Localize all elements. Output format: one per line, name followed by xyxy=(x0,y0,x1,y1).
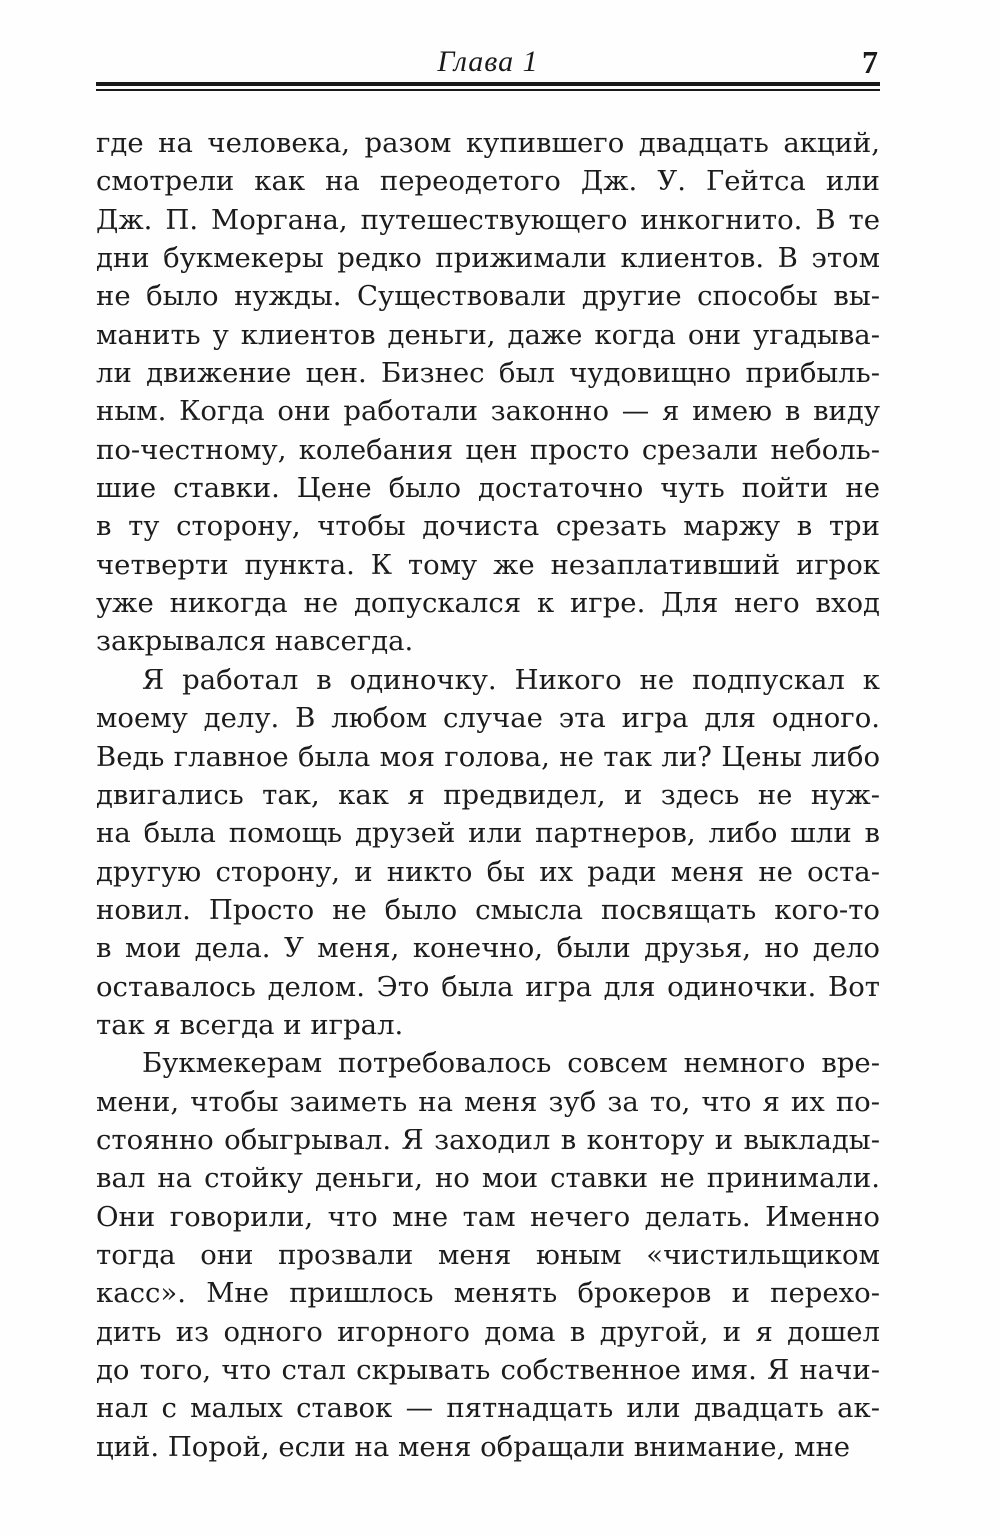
text-line: смотрели как на переодетого Дж. У. Гейтса или xyxy=(96,165,880,198)
text-line: дить из одного игорного дома в другой, и я дошел xyxy=(96,1315,880,1348)
text-line: так я всегда и играл. xyxy=(96,1008,404,1041)
text-line: по-честному, колебания цен просто срезали неболь- xyxy=(96,433,880,466)
text-line: другую сторону, и никто бы их ради меня не оста- xyxy=(96,855,880,888)
text-line: Они говорили, что мне там нечего делать. Именно xyxy=(96,1200,880,1233)
text-line: касс». Мне пришлось менять брокеров и перехо- xyxy=(96,1277,880,1310)
text-line: нал с малых ставок — пятнадцать или двадцать ак- xyxy=(96,1392,880,1425)
header-rule-thick xyxy=(96,82,880,86)
text-line: вал на стойку деньги, но мои ставки не принимали. xyxy=(96,1162,880,1195)
text-line: до того, что стал скрывать собственное имя. Я начи- xyxy=(96,1354,880,1386)
text-line: в мои дела. У меня, конечно, были друзья, но дело xyxy=(96,932,880,965)
text-line: Букмекерам потребовалось совсем немного вре- xyxy=(142,1047,880,1080)
text-line: закрывался навсегда. xyxy=(96,625,414,658)
page-number: 7 xyxy=(862,44,878,80)
paragraph xyxy=(96,661,880,1044)
text-line: дни букмекеры редко прижимали клиентов. В этом xyxy=(96,242,880,275)
text-line: Я работал в одиночку. Никого не подпускал к xyxy=(142,663,880,696)
text-line: ли движение цен. Бизнес был чудовищно прибыль- xyxy=(96,357,880,390)
paragraph xyxy=(96,124,880,661)
header-rule-thin xyxy=(96,89,880,91)
chapter-title: Глава 1 xyxy=(437,45,539,78)
running-head xyxy=(96,42,880,82)
text-line: шие ставки. Цене было достаточно чуть пойти не xyxy=(96,472,880,505)
paragraph xyxy=(96,1044,880,1466)
text-line: ций. Порой, если на меня обращали внимание, мне xyxy=(96,1430,851,1463)
body-text xyxy=(96,124,880,1466)
text-line: двигались так, как я предвидел, и здесь не нуж- xyxy=(96,778,880,811)
text-line: манить у клиентов деньги, даже когда они угадыва- xyxy=(96,318,880,351)
text-line: оставалось делом. Это была игра для одиночки. Вот xyxy=(96,970,880,1003)
text-line: где на человека, разом купившего двадцать акций, xyxy=(96,127,880,159)
text-line: мени, чтобы заиметь на меня зуб за то, что я их по- xyxy=(96,1085,880,1118)
text-line: уже никогда не допускался к игре. Для него вход xyxy=(96,587,880,620)
text-line: на была помощь друзей или партнеров, либо шли в xyxy=(96,817,880,850)
text-line: не было нужды. Существовали другие способы вы- xyxy=(96,280,880,313)
text-line: Дж. П. Моргана, путешествующего инкогнито. В те xyxy=(96,203,880,236)
text-line: четверти пункта. К тому же незаплативший игрок xyxy=(96,548,880,581)
text-line: в ту сторону, чтобы дочиста срезать маржу в три xyxy=(96,510,880,543)
text-line: стоянно обыгрывал. Я заходил в контору и выклады- xyxy=(96,1123,880,1156)
text-line: Ведь главное была моя голова, не так ли? Цены либо xyxy=(96,740,880,773)
text-line: тогда они прозвали меня юным «чистильщиком xyxy=(96,1238,880,1271)
text-line: ным. Когда они работали законно — я имею в виду xyxy=(96,395,880,428)
text-line: новил. Просто не было смысла посвящать кого-то xyxy=(96,893,880,926)
text-line: моему делу. В любом случае эта игра для одного. xyxy=(96,702,880,735)
